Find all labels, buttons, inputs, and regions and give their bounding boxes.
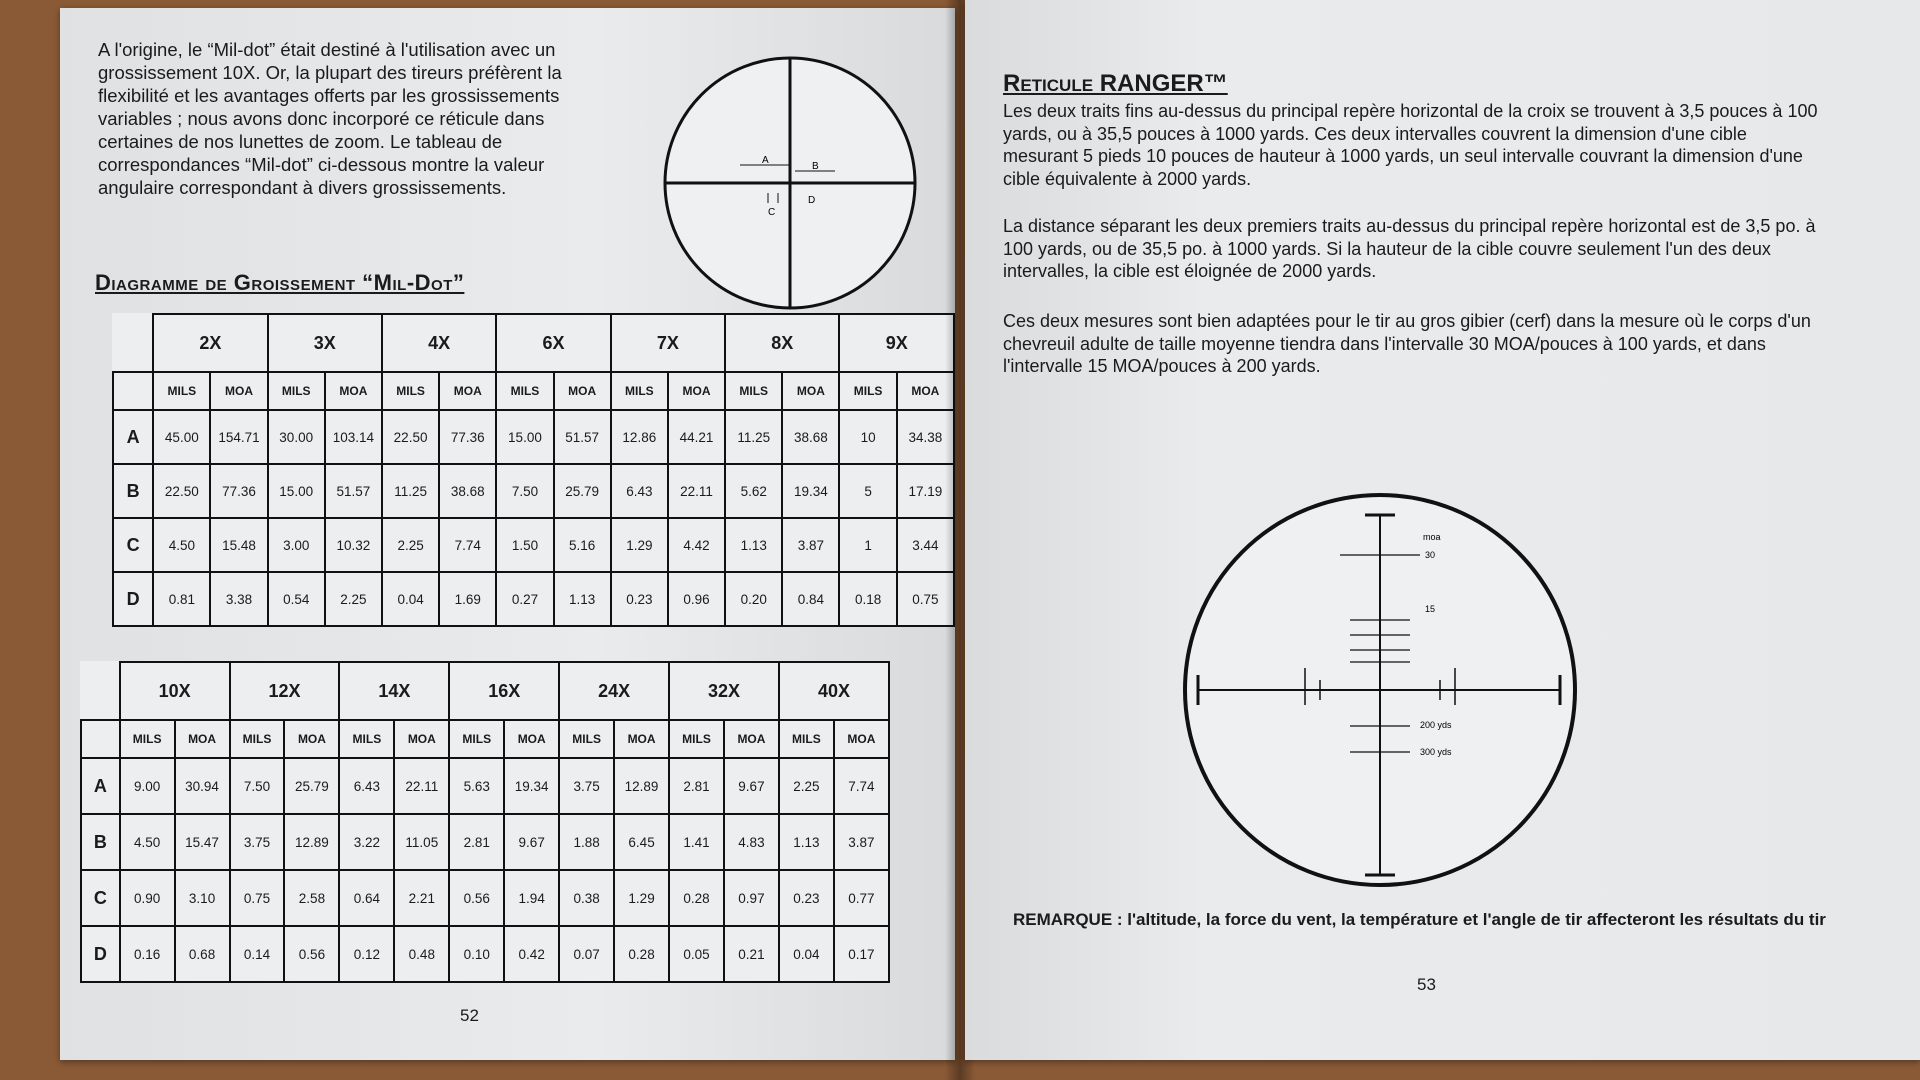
table-cell: 15.47 (175, 814, 230, 870)
table-row (81, 870, 889, 926)
table-cell: 0.68 (175, 926, 230, 982)
table-cell: 1.50 (496, 518, 553, 572)
table-cell: 0.04 (382, 572, 439, 626)
table-cell: 0.07 (559, 926, 614, 982)
table-cell: 0.05 (669, 926, 724, 982)
table-cell: 1.13 (779, 814, 834, 870)
unit-header-mils: MILS (268, 372, 325, 410)
table-cell: 3.10 (175, 870, 230, 926)
table-cell: 2.81 (449, 814, 504, 870)
row-label: B (113, 464, 153, 518)
table-cell: 2.25 (325, 572, 382, 626)
mil-dot-reticle-diagram (660, 53, 920, 313)
table-cell: 6.45 (614, 814, 669, 870)
left-page (60, 8, 955, 1060)
table-corner (81, 662, 120, 720)
unit-header-moa: MOA (554, 372, 611, 410)
reticle-label-15: 15 (1425, 604, 1436, 614)
unit-header-mils: MILS (725, 372, 782, 410)
table-cell: 0.23 (779, 870, 834, 926)
unit-row (113, 372, 954, 410)
table-row (113, 410, 954, 464)
table-cell: 0.10 (449, 926, 504, 982)
table-cell: 1.29 (614, 870, 669, 926)
table-cell: 3.87 (834, 814, 889, 870)
table-cell: 1.29 (611, 518, 668, 572)
reticle-label-200-yds: 200 yds (1420, 720, 1452, 730)
table-body (113, 410, 954, 626)
table-row (113, 518, 954, 572)
page-number-left: 52 (460, 1006, 479, 1025)
table-cell: 4.50 (153, 518, 210, 572)
table-cell: 1.88 (559, 814, 614, 870)
table-cell: 4.50 (120, 814, 175, 870)
table-cell: 2.81 (669, 758, 724, 814)
unit-header-moa: MOA (175, 720, 230, 758)
reticle-label-300-yds: 300 yds (1420, 747, 1452, 757)
intro-paragraph: A l'origine, le “Mil-dot” était destiné à l'utilisation avec un grossissement 10X. Or, la plupart des tireurs préfèrent la flexibilité et les avantages offerts par les grossissements variables ; nous avons donc incorporé ce réticule dans certaines de nos lunettes de zoom. Le tableau de correspondances “Mil-dot” ci-dessous montre la valeur angulaire correspondant à divers grossissements. (98, 39, 562, 198)
mil-dot-table-low (112, 313, 955, 627)
ranger-reticle-title: Reticule RANGER™ (1003, 70, 1228, 97)
table-cell: 15.00 (268, 464, 325, 518)
table-cell: 0.28 (669, 870, 724, 926)
table-cell: 30.94 (175, 758, 230, 814)
unit-corner (81, 720, 120, 758)
table-cell: 0.75 (897, 572, 954, 626)
table-cell: 6.43 (339, 758, 394, 814)
table-cell: 4.42 (668, 518, 725, 572)
power-header: 24X (559, 662, 669, 720)
table-cell: 12.89 (284, 814, 339, 870)
table-cell: 22.11 (394, 758, 449, 814)
reticle-label-30: 30 (1425, 550, 1436, 560)
table-cell: 1.13 (725, 518, 782, 572)
table-cell: 0.23 (611, 572, 668, 626)
power-header: 3X (268, 314, 382, 372)
reticle-label-moa: moa (1423, 532, 1441, 542)
table-cell: 0.97 (724, 870, 779, 926)
table-cell: 4.83 (724, 814, 779, 870)
table-cell: 0.20 (725, 572, 782, 626)
unit-header-moa: MOA (504, 720, 559, 758)
label-d: D (808, 195, 816, 206)
unit-header-mils: MILS (496, 372, 553, 410)
table-cell: 12.86 (611, 410, 668, 464)
table-cell: 22.11 (668, 464, 725, 518)
table-row (81, 926, 889, 982)
table-cell: 154.71 (210, 410, 267, 464)
power-header: 32X (669, 662, 779, 720)
power-header: 14X (339, 662, 449, 720)
table-cell: 2.58 (284, 870, 339, 926)
table-cell: 3.87 (782, 518, 839, 572)
table-cell: 11.25 (382, 464, 439, 518)
table-cell: 3.38 (210, 572, 267, 626)
table-row (81, 814, 889, 870)
table-cell: 25.79 (554, 464, 611, 518)
table-cell: 9.00 (120, 758, 175, 814)
table-cell: 11.25 (725, 410, 782, 464)
paragraph-2: La distance séparant les deux premiers traits au-dessus du principal repère horizontal est de 3,5 po. à 100 yards, ou de 35,5 po. à 1000 yards. Si la hauteur de la cible couvre seulement l'un des deux intervalles, la cible est éloignée de 2000 yards. (1003, 216, 1816, 281)
table-cell: 0.81 (153, 572, 210, 626)
power-header: 2X (153, 314, 267, 372)
power-header: 6X (496, 314, 610, 372)
power-header: 4X (382, 314, 496, 372)
table-cell: 0.04 (779, 926, 834, 982)
unit-header-moa: MOA (834, 720, 889, 758)
table-cell: 34.38 (897, 410, 954, 464)
table-cell: 1.69 (439, 572, 496, 626)
table-cell: 0.16 (120, 926, 175, 982)
table-cell: 0.27 (496, 572, 553, 626)
unit-header-mils: MILS (449, 720, 504, 758)
table-cell: 10.32 (325, 518, 382, 572)
table-cell: 1.94 (504, 870, 559, 926)
page-number-right: 53 (1417, 975, 1436, 994)
table-cell: 15.00 (496, 410, 553, 464)
table-cell: 0.77 (834, 870, 889, 926)
table-cell: 38.68 (439, 464, 496, 518)
table-cell: 0.64 (339, 870, 394, 926)
power-header: 40X (779, 662, 889, 720)
table-cell: 7.74 (834, 758, 889, 814)
table-cell: 19.34 (782, 464, 839, 518)
table-cell: 0.12 (339, 926, 394, 982)
table-cell: 1.13 (554, 572, 611, 626)
table-cell: 0.56 (284, 926, 339, 982)
table-cell: 0.38 (559, 870, 614, 926)
table-cell: 103.14 (325, 410, 382, 464)
table-cell: 7.50 (496, 464, 553, 518)
table-cell: 51.57 (325, 464, 382, 518)
table-cell: 3.44 (897, 518, 954, 572)
label-b: B (812, 161, 819, 172)
table-cell: 45.00 (153, 410, 210, 464)
power-header: 7X (611, 314, 725, 372)
table-cell: 15.48 (210, 518, 267, 572)
unit-header-mils: MILS (382, 372, 439, 410)
table-cell: 22.50 (382, 410, 439, 464)
table-cell: 44.21 (668, 410, 725, 464)
row-label: A (81, 758, 120, 814)
table-row (81, 758, 889, 814)
unit-header-moa: MOA (394, 720, 449, 758)
table-cell: 0.90 (120, 870, 175, 926)
table-cell: 6.43 (611, 464, 668, 518)
unit-header-mils: MILS (839, 372, 896, 410)
right-page (965, 0, 1920, 1060)
unit-header-mils: MILS (339, 720, 394, 758)
table-cell: 3.75 (559, 758, 614, 814)
row-label: D (113, 572, 153, 626)
table-body (81, 758, 889, 982)
ranger-reticle-diagram (1180, 490, 1580, 890)
table-cell: 9.67 (724, 758, 779, 814)
unit-header-mils: MILS (669, 720, 724, 758)
unit-header-moa: MOA (724, 720, 779, 758)
paragraph-3: Ces deux mesures sont bien adaptées pour le tir au gros gibier (cerf) dans la mesure où le corps d'un chevreuil adulte de taille moyenne tiendra dans l'intervalle 30 MOA/pouces à 100 yards, et dans l'intervalle 15 MOA/pouces à 200 yards. (1003, 311, 1811, 376)
table-cell: 51.57 (554, 410, 611, 464)
table-cell: 19.34 (504, 758, 559, 814)
table-cell: 3.22 (339, 814, 394, 870)
unit-header-mils: MILS (611, 372, 668, 410)
unit-header-moa: MOA (614, 720, 669, 758)
table-cell: 1.41 (669, 814, 724, 870)
unit-header-moa: MOA (210, 372, 267, 410)
table-cell: 9.67 (504, 814, 559, 870)
table-cell: 2.21 (394, 870, 449, 926)
row-label: B (81, 814, 120, 870)
table-cell: 5.16 (554, 518, 611, 572)
table-cell: 77.36 (210, 464, 267, 518)
unit-header-moa: MOA (439, 372, 496, 410)
table-cell: 3.75 (230, 814, 285, 870)
unit-header-moa: MOA (284, 720, 339, 758)
unit-header-moa: MOA (325, 372, 382, 410)
table-cell: 0.42 (504, 926, 559, 982)
unit-corner (113, 372, 153, 410)
label-a: A (762, 155, 769, 166)
table-cell: 0.17 (834, 926, 889, 982)
row-label: C (81, 870, 120, 926)
table-cell: 10 (839, 410, 896, 464)
row-label: C (113, 518, 153, 572)
unit-header-moa: MOA (668, 372, 725, 410)
table-cell: 0.21 (724, 926, 779, 982)
section-title: Diagramme de Groissement “Mil-Dot” (95, 270, 465, 295)
table-cell: 0.96 (668, 572, 725, 626)
power-header: 12X (230, 662, 340, 720)
table-cell: 38.68 (782, 410, 839, 464)
table-cell: 5.63 (449, 758, 504, 814)
power-header: 16X (449, 662, 559, 720)
table-cell: 17.19 (897, 464, 954, 518)
table-row (113, 464, 954, 518)
paragraph-1: Les deux traits fins au-dessus du principal repère horizontal de la croix se trouvent à 3,5 pouces à 100 yards, ou à 35,5 pouces à 1000 yards. Ces deux intervalles couvrent la dimension d'une cible mesurant 5 pieds 10 pouces de hauteur à 1000 yards, un seul intervalle couvrant la dimension d'une cible équivalente à 2000 yards. (1003, 101, 1818, 189)
label-c: C (768, 207, 776, 218)
table-cell: 0.54 (268, 572, 325, 626)
unit-header-moa: MOA (897, 372, 954, 410)
table-cell: 11.05 (394, 814, 449, 870)
table-cell: 0.18 (839, 572, 896, 626)
remark-note: REMARQUE : l'altitude, la force du vent, la température et l'angle de tir affecteront les résultats du tir (1013, 910, 1826, 929)
unit-header-mils: MILS (120, 720, 175, 758)
unit-header-mils: MILS (153, 372, 210, 410)
table-cell: 0.48 (394, 926, 449, 982)
unit-header-mils: MILS (230, 720, 285, 758)
table-row (113, 572, 954, 626)
table-corner (113, 314, 153, 372)
table-cell: 0.14 (230, 926, 285, 982)
unit-header-mils: MILS (559, 720, 614, 758)
table-cell: 7.50 (230, 758, 285, 814)
table-cell: 7.74 (439, 518, 496, 572)
row-label: D (81, 926, 120, 982)
table-cell: 25.79 (284, 758, 339, 814)
unit-header-moa: MOA (782, 372, 839, 410)
table-cell: 3.00 (268, 518, 325, 572)
table-cell: 77.36 (439, 410, 496, 464)
table-cell: 0.28 (614, 926, 669, 982)
table-cell: 30.00 (268, 410, 325, 464)
unit-row (81, 720, 889, 758)
table-cell: 0.75 (230, 870, 285, 926)
power-header: 10X (120, 662, 230, 720)
table-cell: 1 (839, 518, 896, 572)
unit-header-mils: MILS (779, 720, 834, 758)
table-cell: 12.89 (614, 758, 669, 814)
power-header: 8X (725, 314, 839, 372)
power-header: 9X (839, 314, 954, 372)
table-cell: 5.62 (725, 464, 782, 518)
table-cell: 0.84 (782, 572, 839, 626)
mil-dot-table-high (80, 661, 890, 983)
table-cell: 2.25 (779, 758, 834, 814)
table-cell: 0.56 (449, 870, 504, 926)
table-cell: 2.25 (382, 518, 439, 572)
row-label: A (113, 410, 153, 464)
table-cell: 5 (839, 464, 896, 518)
table-cell: 22.50 (153, 464, 210, 518)
